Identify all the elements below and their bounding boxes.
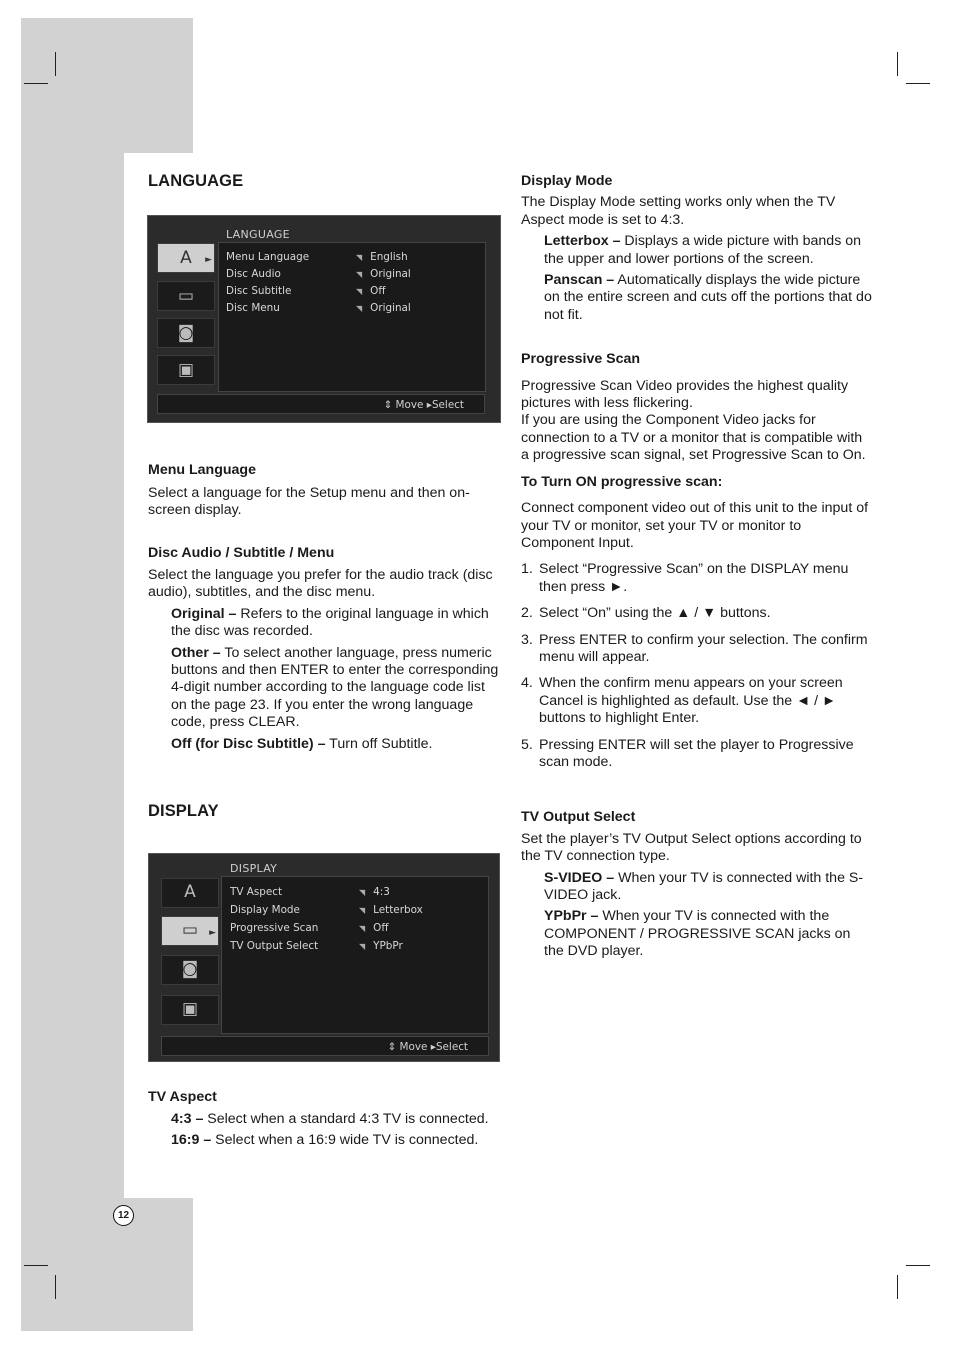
- tv-output-text: Set the player’s TV Output Select options according to the TV connection type.: [521, 830, 862, 865]
- progressive-heading: Progressive Scan: [521, 351, 641, 368]
- osd-item-label: Disc Audio: [226, 268, 281, 281]
- audio-icon: ◙: [157, 318, 215, 348]
- turn-on-text: Connect component video out of this unit to the input of your TV or monitor, set your TV or monitor to Component Input.: [521, 500, 869, 551]
- crop-mark: [906, 83, 930, 84]
- ypbpr-option: YPbPr – When your TV is connected with the COMPONENT / PROGRESSIVE SCAN jacks on the DVD player.: [544, 908, 851, 960]
- list-item: 3. Press ENTER to confirm your selection. The confirm menu will appear.: [521, 631, 868, 665]
- disc-audio-text: Select the language you prefer for the audio track (disc audio), subtitles, and the disc menu.: [148, 567, 493, 601]
- list-item: 1. Select “Progressive Scan” on the DISPLAY menu then press ►.: [521, 561, 849, 595]
- osd-footer-bar: [161, 1036, 489, 1056]
- menu-language-heading: Menu Language: [148, 462, 256, 479]
- lock-icon: ▣: [161, 995, 219, 1025]
- osd-item-label: Disc Menu: [226, 302, 280, 315]
- osd-item-value: ◥ Off: [356, 285, 386, 298]
- crop-mark: [897, 52, 898, 76]
- osd-item-label: Disc Subtitle: [226, 285, 292, 298]
- tv-output-heading: TV Output Select: [521, 809, 636, 826]
- turn-on-heading: To Turn ON progressive scan:: [521, 473, 723, 490]
- crop-mark: [897, 1275, 898, 1299]
- list-item: 5. Pressing ENTER will set the player to Progressive scan mode.: [521, 736, 854, 770]
- list-item: 4. When the confirm menu appears on your screen Cancel is highlighted as default. Use the ◄ / ► buttons to highlight Enter.: [521, 675, 843, 727]
- osd-item-label: Progressive Scan: [230, 921, 319, 934]
- gray-margin-left: [21, 153, 124, 1198]
- osd-item-label: TV Output Select: [230, 939, 319, 952]
- svideo-option: S-VIDEO – When your TV is connected with the S-VIDEO jack.: [544, 869, 864, 903]
- progressive-steps: [521, 561, 873, 771]
- letterbox-option: Letterbox – Displays a wide picture with bands on the upper and lower portions of the screen.: [544, 233, 862, 267]
- right-column: [521, 173, 873, 961]
- display-icon: ▭ ►: [161, 916, 219, 946]
- disc-audio-heading: Disc Audio / Subtitle / Menu: [148, 544, 335, 561]
- language-heading: LANGUAGE: [148, 172, 244, 190]
- osd-item-label: Display Mode: [230, 903, 300, 916]
- crop-mark: [906, 1265, 930, 1266]
- osd-footer-hint: ⇕ Move ▸Select: [387, 1040, 468, 1053]
- lock-icon: ▣: [157, 355, 215, 385]
- list-item: 2. Select “On” using the ▲ / ▼ buttons.: [521, 605, 771, 622]
- aspect-4-3-option: 4:3 – Select when a standard 4:3 TV is connected.: [171, 1110, 489, 1127]
- menu-language-text: Select a language for the Setup menu and then on-screen display.: [148, 484, 470, 519]
- off-option: Off (for Disc Subtitle) – Turn off Subtitle.: [171, 735, 433, 752]
- osd-item-value: ◥ Original: [356, 268, 411, 281]
- osd-footer-hint: ⇕ Move ▸Select: [383, 399, 464, 412]
- display-heading: DISPLAY: [148, 802, 219, 821]
- osd-item-label: TV Aspect: [230, 885, 283, 898]
- language-icon: A ►: [157, 243, 215, 273]
- osd-item-value: ◥ YPbPr: [359, 939, 403, 952]
- osd-item-value: ◥ Letterbox: [359, 903, 423, 916]
- panscan-option: Panscan – Automatically displays the wide picture on the entire screen and cuts off the portions that do not fit.: [544, 272, 872, 323]
- osd-item-label: Menu Language: [226, 251, 310, 264]
- osd-item-value: ◥ Original: [356, 302, 411, 315]
- page-number: 12: [113, 1205, 134, 1226]
- aspect-16-9-option: 16:9 – Select when a 16:9 wide TV is connected.: [171, 1132, 479, 1149]
- original-option: Original – Refers to the original language in which the disc was recorded.: [171, 605, 489, 640]
- gray-margin-top: [21, 18, 193, 153]
- crop-mark: [24, 1265, 48, 1266]
- osd-title: LANGUAGE: [226, 228, 290, 242]
- display-osd-screenshot: [148, 853, 500, 1062]
- tv-aspect-heading: TV Aspect: [148, 1088, 217, 1105]
- crop-mark: [55, 52, 56, 76]
- display-mode-text: The Display Mode setting works only when the TV Aspect mode is set to 4:3.: [521, 194, 836, 228]
- osd-item-value: ◥ English: [356, 251, 408, 264]
- language-icon: A: [161, 878, 219, 908]
- osd-item-value: ◥ 4:3: [359, 885, 390, 898]
- osd-title: DISPLAY: [230, 861, 278, 875]
- display-icon: ▭: [157, 281, 215, 311]
- other-option: Other – To select another language, press numeric buttons and then ENTER to enter the corresponding 4-digit number according to the language code list on the page 23. If you enter the wrong language code, press CLEAR.: [171, 644, 499, 731]
- crop-mark: [24, 83, 48, 84]
- progressive-text-1: Progressive Scan Video provides the highest quality pictures with less flickering.: [521, 377, 849, 412]
- crop-mark: [55, 1275, 56, 1299]
- osd-item-value: ◥ Off: [359, 921, 389, 934]
- progressive-text-2: If you are using the Component Video jacks for connection to a TV or a monitor that is compatible with a progressive scan signal, set Progressive Scan to On.: [521, 412, 866, 464]
- audio-icon: ◙: [161, 955, 219, 985]
- osd-footer-bar: [157, 394, 485, 414]
- display-mode-heading: Display Mode: [521, 173, 613, 189]
- left-column: [148, 173, 500, 1150]
- language-osd-screenshot: [147, 215, 501, 423]
